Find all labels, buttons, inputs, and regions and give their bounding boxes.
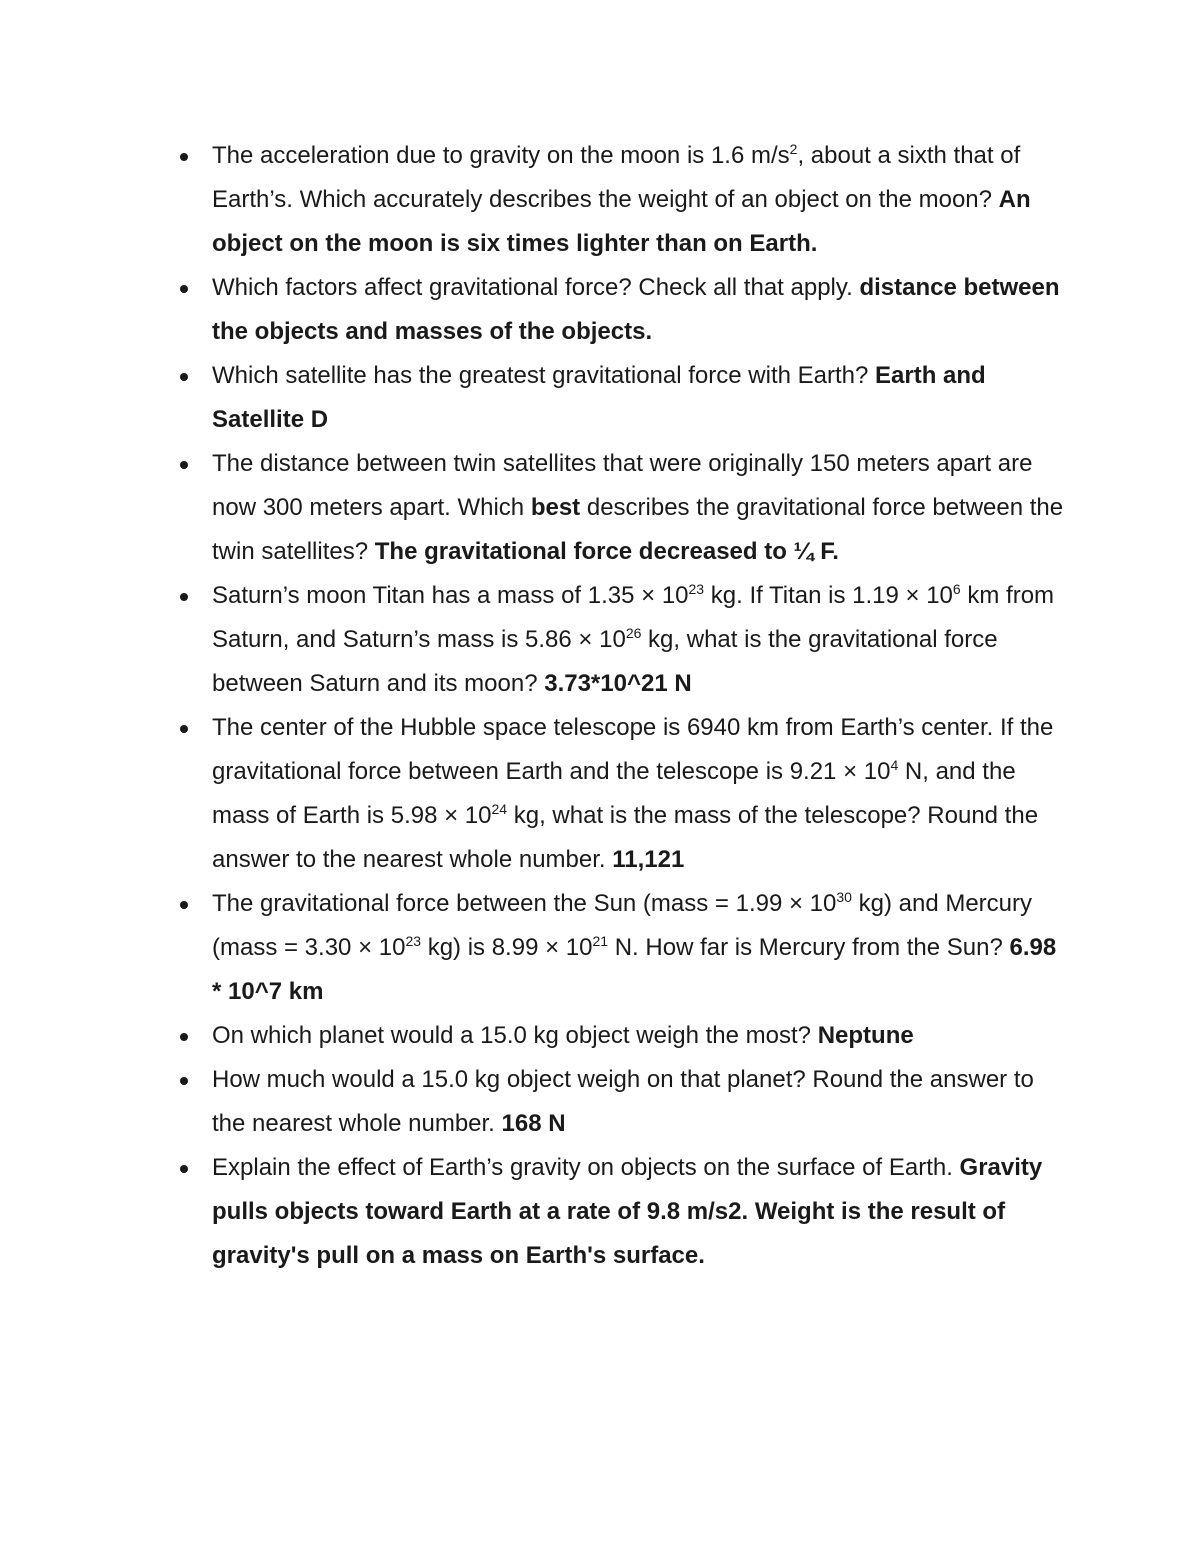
list-item [180,706,1070,882]
list-item [180,266,1070,354]
question-text: Saturn’s moon Titan has a mass of 1.35 × 10 [212,582,689,609]
answer-text: distance between the objects and masses of the objects. [212,274,1060,345]
question-text: Which satellite has the greatest gravitational force with Earth? [212,362,875,389]
answer-text: 11,121 [612,846,685,873]
list-item [180,1014,1070,1058]
question-text: , about a sixth that of Earth’s. Which accurately describes the weight of an object on the moon? [212,142,1021,213]
superscript: 23 [405,933,422,949]
question-text: How much would a 15.0 kg object weigh on that planet? Round the answer to the nearest whole number. [212,1066,1034,1137]
question-text: Which factors affect gravitational force? Check all that apply. [212,274,860,301]
question-text: kg, what is the mass of the telescope? Round the answer to the nearest whole number. [212,802,1039,873]
answer-text: 3.73*10^21 N [544,670,692,697]
question-text: On which planet would a 15.0 kg object weigh the most? [212,1022,818,1049]
bullet-icon [180,285,188,293]
bullet-icon [180,593,188,601]
question-text: describes the gravitational force between the twin satellites? [212,494,1064,565]
question-text: Explain the effect of Earth’s gravity on objects on the surface of Earth. [212,1154,960,1181]
bullet-icon [180,153,188,161]
superscript: 2 [789,141,798,157]
superscript: 23 [688,581,705,597]
list-item [180,1058,1070,1146]
list-item [180,1146,1070,1278]
bullet-icon [180,901,188,909]
list-item [180,134,1070,266]
list-item [180,882,1070,1014]
answer-text: The gravitational force decreased to ¼ F. [374,538,839,565]
answer-text: An object on the moon is six times lighter than on Earth. [212,186,1031,257]
list-item [180,442,1070,574]
bullet-icon [180,1033,188,1041]
list-item [180,574,1070,706]
bullet-icon [180,373,188,381]
answer-text: 168 N [501,1110,566,1137]
superscript: 6 [952,581,961,597]
bullet-icon [180,461,188,469]
superscript: 21 [592,933,609,949]
bullet-icon [180,725,188,733]
question-text: The distance between twin satellites that were originally 150 meters apart are now 300 meters apart. Which [212,450,1033,521]
answer-text: 6.98 * 10^7 km [212,934,1057,1005]
answer-text: Earth and Satellite D [212,362,986,433]
bullet-icon [180,1077,188,1085]
answer-text: Neptune [817,1022,914,1049]
question-list [180,134,1070,1278]
question-text: The gravitational force between the Sun (mass = 1.99 × 10 [212,890,837,917]
superscript: 24 [491,801,508,817]
question-text: The center of the Hubble space telescope is 6940 km from Earth’s center. If the gravitational force between Earth and the telescope is 9.21 × 10 [212,714,1054,785]
question-text: kg) is 8.99 × 10 [421,934,593,961]
question-text: km from Saturn, and Saturn’s mass is 5.86 × 10 [212,582,1055,653]
superscript: 30 [836,889,852,905]
question-text: kg, what is the gravitational force between Saturn and its moon? [212,626,998,697]
superscript: 4 [890,757,899,773]
question-text: N, and the mass of Earth is 5.98 × 10 [212,758,1016,829]
question-text: N. How far is Mercury from the Sun? [608,934,1010,961]
question-text: kg. If Titan is 1.19 × 10 [704,582,953,609]
answer-text: Gravity pulls objects toward Earth at a rate of 9.8 m/s2. Weight is the result of gravity's pull on a mass on Earth's surface. [212,1154,1043,1269]
emphasis-text: best [530,494,581,521]
list-item [180,354,1070,442]
question-text: kg) and Mercury (mass = 3.30 × 10 [212,890,1033,961]
bullet-icon [180,1165,188,1173]
superscript: 26 [625,625,642,641]
question-text: The acceleration due to gravity on the moon is 1.6 m/s [212,142,790,169]
